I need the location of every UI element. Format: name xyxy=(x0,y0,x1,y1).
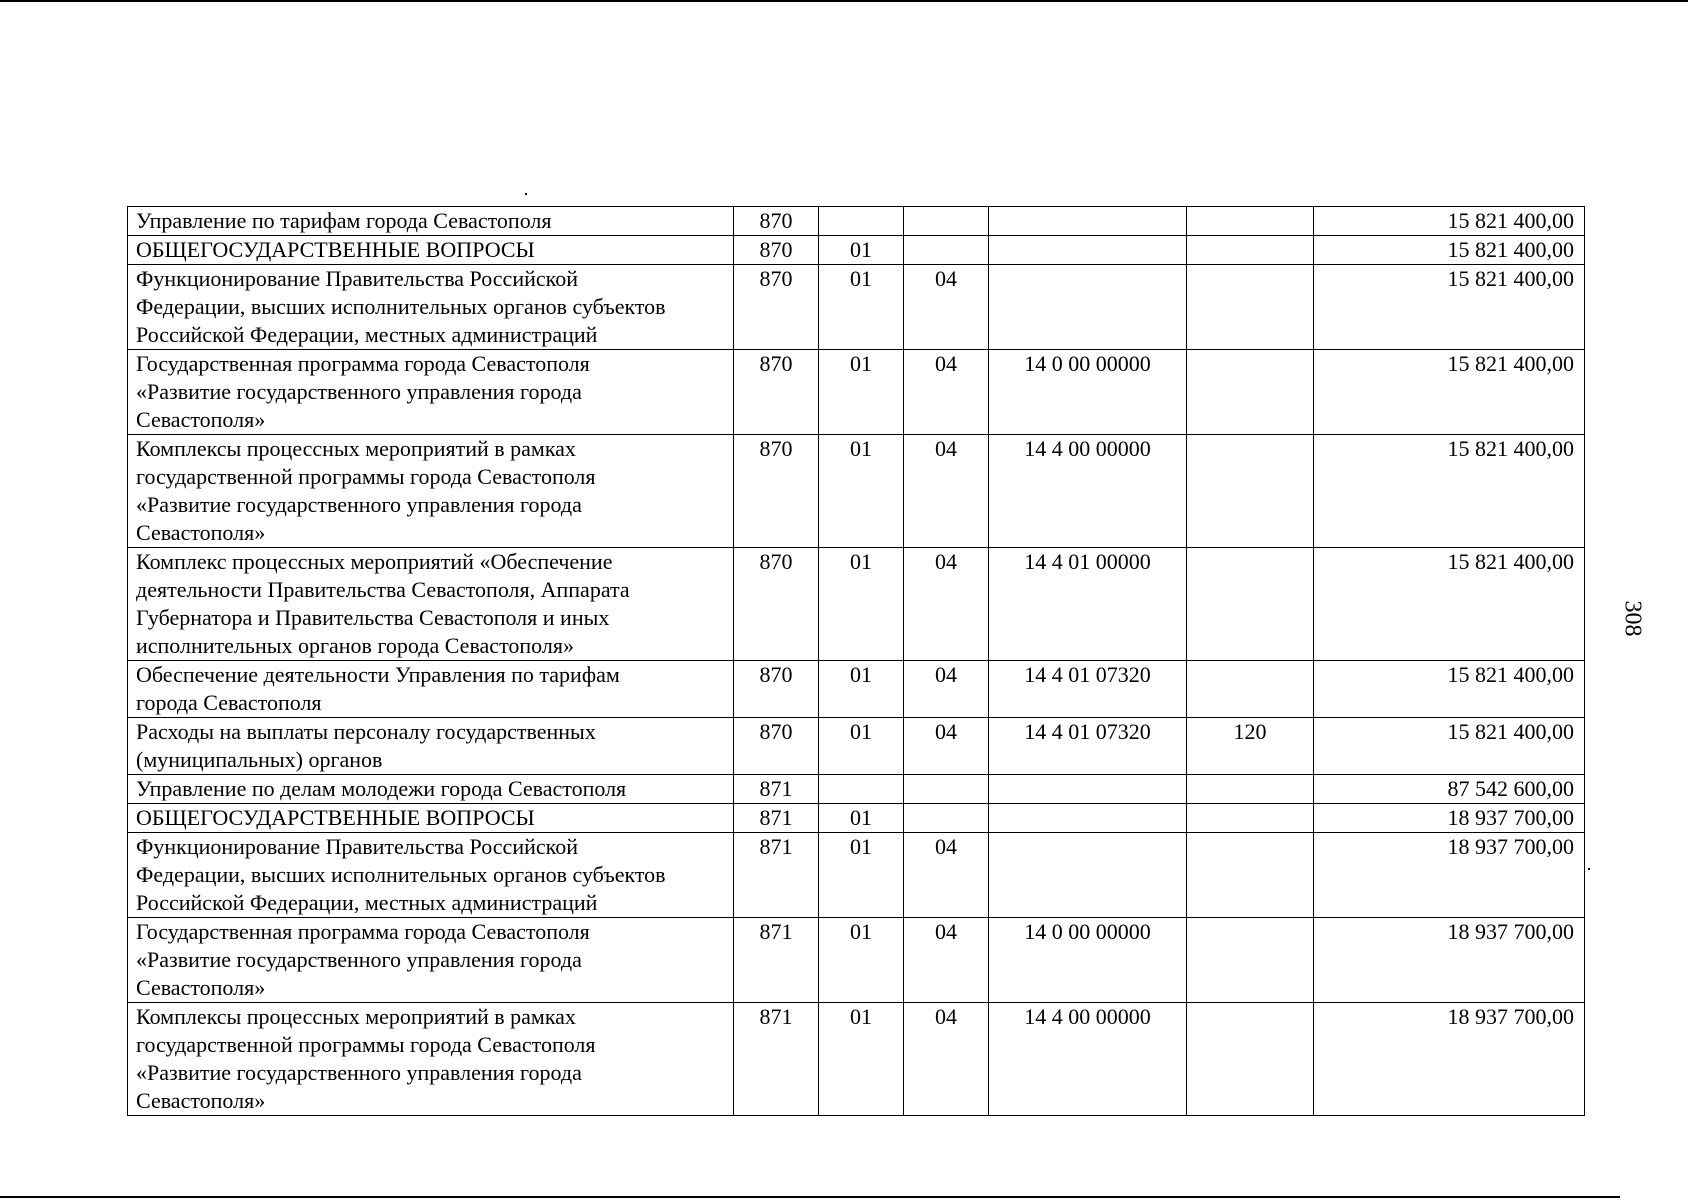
table-row xyxy=(128,236,1585,265)
cell-section-code: 01 xyxy=(819,236,904,265)
cell-expense-type xyxy=(1187,775,1314,804)
cell-ministry-code: 870 xyxy=(734,661,819,718)
cell-amount: 15 821 400,00 xyxy=(1314,435,1585,548)
cell-section-code: 01 xyxy=(819,661,904,718)
cell-ministry-code: 870 xyxy=(734,435,819,548)
table-row xyxy=(128,804,1585,833)
cell-amount: 87 542 600,00 xyxy=(1314,775,1585,804)
cell-amount: 15 821 400,00 xyxy=(1314,718,1585,775)
cell-expense-type xyxy=(1187,435,1314,548)
cell-expense-type xyxy=(1187,265,1314,350)
cell-ministry-code: 871 xyxy=(734,775,819,804)
cell-subsection-code: 04 xyxy=(904,435,989,548)
cell-name: Комплексы процессных мероприятий в рамках государственной программы города Севастополя «Развитие государственного управления города Севастополя» xyxy=(128,1003,734,1116)
cell-target-article: 14 4 01 00000 xyxy=(989,548,1187,661)
cell-expense-type xyxy=(1187,207,1314,236)
cell-expense-type xyxy=(1187,236,1314,265)
cell-ministry-code: 870 xyxy=(734,548,819,661)
cell-amount: 18 937 700,00 xyxy=(1314,1003,1585,1116)
cell-subsection-code: 04 xyxy=(904,1003,989,1116)
table-row xyxy=(128,350,1585,435)
cell-ministry-code: 870 xyxy=(734,236,819,265)
cell-ministry-code: 870 xyxy=(734,265,819,350)
cell-section-code xyxy=(819,775,904,804)
cell-amount: 18 937 700,00 xyxy=(1314,833,1585,918)
cell-expense-type xyxy=(1187,548,1314,661)
table-row xyxy=(128,548,1585,661)
scan-edge-bottom xyxy=(0,1196,1620,1198)
cell-ministry-code: 870 xyxy=(734,207,819,236)
cell-section-code: 01 xyxy=(819,1003,904,1116)
cell-name: Обеспечение деятельности Управления по тарифам города Севастополя xyxy=(128,661,734,718)
table-row xyxy=(128,207,1585,236)
cell-section-code: 01 xyxy=(819,435,904,548)
cell-ministry-code: 871 xyxy=(734,833,819,918)
cell-section-code: 01 xyxy=(819,804,904,833)
scan-edge-top xyxy=(0,0,1688,2)
cell-ministry-code: 871 xyxy=(734,1003,819,1116)
cell-name: Комплекс процессных мероприятий «Обеспечение деятельности Правительства Севастополя, Аппарата Губернатора и Правительства Севастополя и иных исполнительных органов города Севастополя» xyxy=(128,548,734,661)
cell-section-code: 01 xyxy=(819,918,904,1003)
cell-amount: 15 821 400,00 xyxy=(1314,350,1585,435)
table-row xyxy=(128,918,1585,1003)
cell-amount: 15 821 400,00 xyxy=(1314,236,1585,265)
cell-amount: 18 937 700,00 xyxy=(1314,918,1585,1003)
table-row xyxy=(128,265,1585,350)
cell-amount: 15 821 400,00 xyxy=(1314,661,1585,718)
cell-subsection-code: 04 xyxy=(904,265,989,350)
cell-target-article: 14 0 00 00000 xyxy=(989,350,1187,435)
table-row xyxy=(128,833,1585,918)
cell-target-article xyxy=(989,265,1187,350)
table-row xyxy=(128,435,1585,548)
cell-target-article xyxy=(989,804,1187,833)
cell-section-code: 01 xyxy=(819,833,904,918)
cell-target-article xyxy=(989,775,1187,804)
cell-name: Комплексы процессных мероприятий в рамках государственной программы города Севастополя «Развитие государственного управления города Севастополя» xyxy=(128,435,734,548)
scan-speck xyxy=(1588,868,1590,870)
cell-subsection-code xyxy=(904,207,989,236)
cell-subsection-code xyxy=(904,804,989,833)
table-row xyxy=(128,661,1585,718)
cell-section-code: 01 xyxy=(819,265,904,350)
cell-expense-type xyxy=(1187,661,1314,718)
cell-expense-type xyxy=(1187,833,1314,918)
cell-target-article: 14 4 00 00000 xyxy=(989,1003,1187,1116)
cell-section-code: 01 xyxy=(819,350,904,435)
cell-expense-type: 120 xyxy=(1187,718,1314,775)
cell-expense-type xyxy=(1187,350,1314,435)
cell-expense-type xyxy=(1187,804,1314,833)
cell-amount: 15 821 400,00 xyxy=(1314,207,1585,236)
cell-name: Расходы на выплаты персоналу государственных (муниципальных) органов xyxy=(128,718,734,775)
scan-speck xyxy=(525,193,527,195)
cell-name: Государственная программа города Севастополя «Развитие государственного управления города Севастополя» xyxy=(128,918,734,1003)
cell-section-code xyxy=(819,207,904,236)
table-body xyxy=(128,207,1585,1116)
cell-target-article xyxy=(989,833,1187,918)
cell-amount: 15 821 400,00 xyxy=(1314,265,1585,350)
cell-section-code: 01 xyxy=(819,718,904,775)
cell-amount: 18 937 700,00 xyxy=(1314,804,1585,833)
cell-target-article: 14 4 00 00000 xyxy=(989,435,1187,548)
cell-ministry-code: 870 xyxy=(734,718,819,775)
cell-subsection-code xyxy=(904,236,989,265)
cell-subsection-code: 04 xyxy=(904,350,989,435)
cell-amount: 15 821 400,00 xyxy=(1314,548,1585,661)
cell-ministry-code: 871 xyxy=(734,918,819,1003)
cell-target-article: 14 4 01 07320 xyxy=(989,661,1187,718)
cell-ministry-code: 870 xyxy=(734,350,819,435)
cell-target-article: 14 0 00 00000 xyxy=(989,918,1187,1003)
table-row xyxy=(128,1003,1585,1116)
cell-subsection-code: 04 xyxy=(904,718,989,775)
cell-target-article xyxy=(989,207,1187,236)
cell-subsection-code: 04 xyxy=(904,661,989,718)
cell-name: Управление по тарифам города Севастополя xyxy=(128,207,734,236)
cell-name: Государственная программа города Севастополя «Развитие государственного управления города Севастополя» xyxy=(128,350,734,435)
cell-name: Функционирование Правительства Российской Федерации, высших исполнительных органов субъектов Российской Федерации, местных администраций xyxy=(128,265,734,350)
cell-target-article: 14 4 01 07320 xyxy=(989,718,1187,775)
table-row xyxy=(128,718,1585,775)
cell-section-code: 01 xyxy=(819,548,904,661)
cell-ministry-code: 871 xyxy=(734,804,819,833)
cell-expense-type xyxy=(1187,918,1314,1003)
cell-name: Управление по делам молодежи города Севастополя xyxy=(128,775,734,804)
cell-name: ОБЩЕГОСУДАРСТВЕННЫЕ ВОПРОСЫ xyxy=(128,236,734,265)
cell-target-article xyxy=(989,236,1187,265)
cell-name: Функционирование Правительства Российской Федерации, высших исполнительных органов субъектов Российской Федерации, местных администраций xyxy=(128,833,734,918)
cell-subsection-code: 04 xyxy=(904,833,989,918)
table-row xyxy=(128,775,1585,804)
budget-allocation-table xyxy=(127,206,1585,1116)
cell-name: ОБЩЕГОСУДАРСТВЕННЫЕ ВОПРОСЫ xyxy=(128,804,734,833)
cell-subsection-code: 04 xyxy=(904,548,989,661)
cell-subsection-code xyxy=(904,775,989,804)
cell-expense-type xyxy=(1187,1003,1314,1116)
page-number: 308 xyxy=(1619,600,1646,637)
cell-subsection-code: 04 xyxy=(904,918,989,1003)
